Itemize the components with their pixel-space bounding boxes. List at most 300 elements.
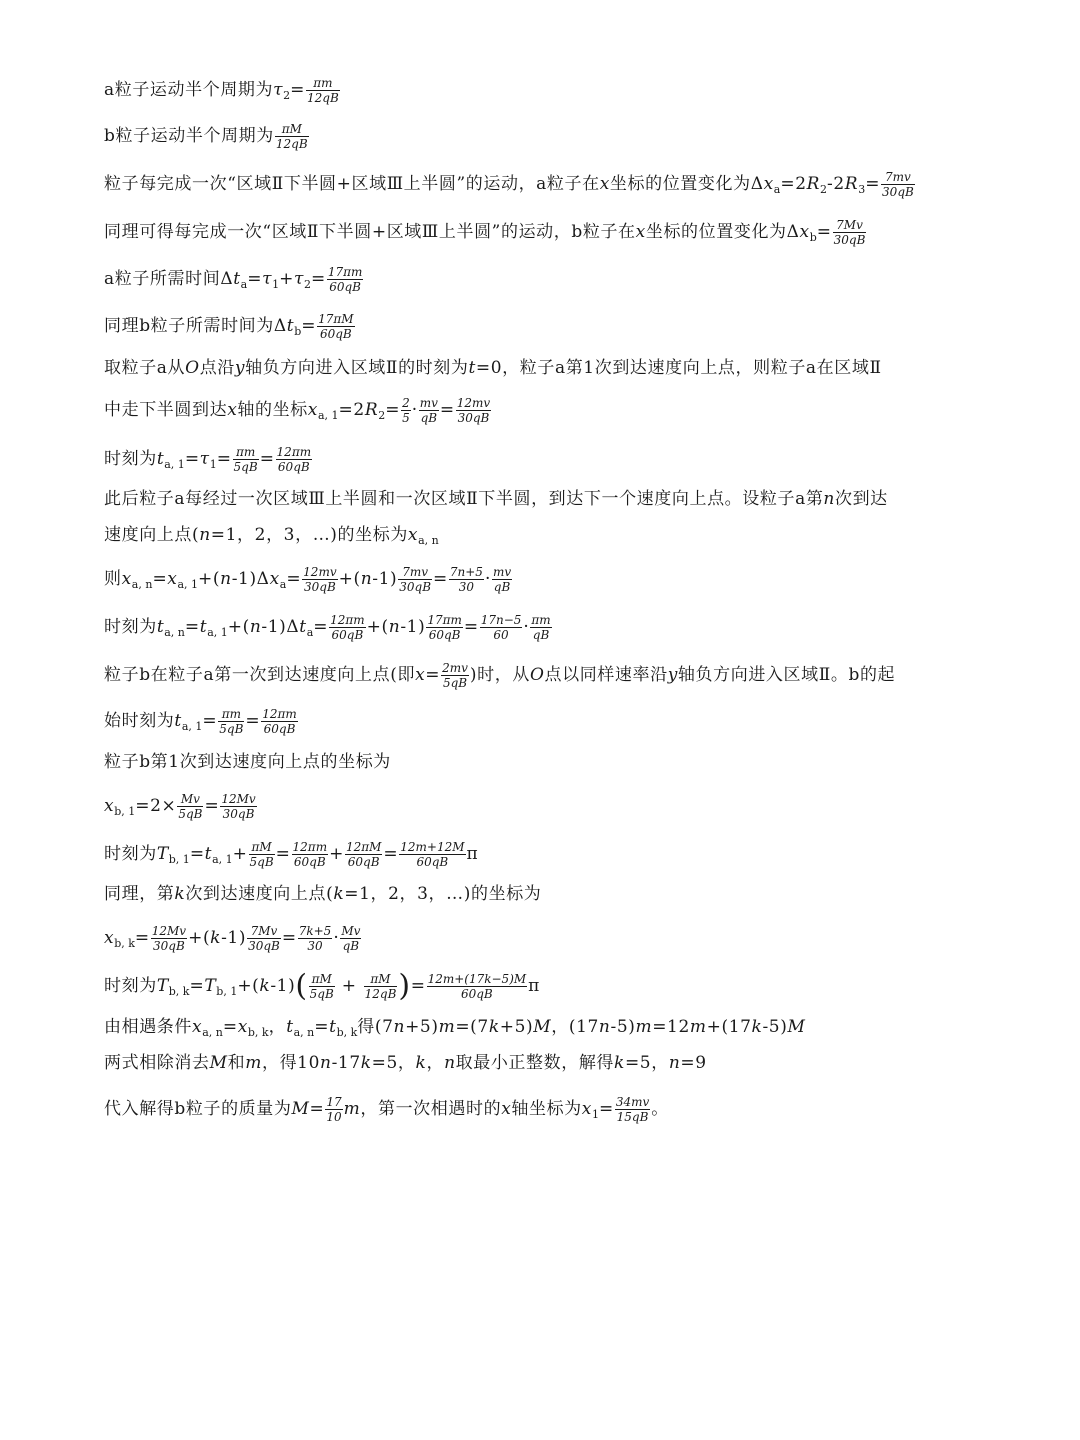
math-symbol: x [307,400,318,420]
fraction [325,1095,342,1124]
math-symbol: k [488,1017,500,1037]
math-symbol: k [751,1017,763,1037]
text-run: 时刻为 [104,449,157,469]
text-run: = [152,569,168,589]
math-symbol: t [468,358,476,378]
math-symbol: O [529,665,545,685]
math-symbol: T [156,976,169,996]
text-line [104,613,553,642]
subscript: a, 1 [317,409,339,422]
fraction-denominator: qB [530,627,551,642]
text-run: + [335,976,363,996]
text-run: =12 [652,1017,690,1037]
subscript: 1 [209,458,217,471]
fraction-numerator: 12mv [303,565,337,579]
fraction [364,972,398,1001]
text-run: = [245,711,261,731]
text-run: +5) [405,1017,439,1037]
math-symbol: x [799,222,810,242]
text-line [104,445,313,474]
text-run: π [466,844,479,864]
math-symbol: τ [293,269,304,289]
math-symbol: t [156,617,165,637]
math-symbol: M [533,1017,552,1037]
text-run: = [275,844,291,864]
fraction-numerator: 7Mv [250,924,278,938]
text-run: · [523,617,530,637]
fraction [881,170,915,199]
text-run: ， [268,1017,287,1037]
fraction [399,840,465,869]
text-line [104,924,362,953]
text-line [104,707,299,736]
math-symbol: n [249,617,262,637]
subscript: a, 1 [164,458,185,471]
subscript: b, k [247,1026,269,1039]
math-symbol: x [227,400,238,420]
subscript: a, n [164,626,185,639]
text-run: 坐标的位置变化为Δ [645,222,800,242]
fraction [449,565,484,594]
text-run: = [865,174,881,194]
fraction-numerator: 12Mv [221,792,256,806]
fraction [426,613,463,642]
text-run: 粒子每完成一次“区域Ⅱ下半圆+区域Ⅲ上半圆”的运动，a粒子在 [104,174,600,194]
fraction-numerator: 12πM [345,840,382,854]
subscript: 2 [283,89,291,102]
math-symbol: x [104,796,115,816]
subscript: a, n [293,1026,315,1039]
math-symbol: O [185,358,200,378]
subscript: a, 1 [207,626,228,639]
text-run: a粒子运动半个周期为 [104,80,274,100]
math-symbol: m [635,1017,653,1037]
fraction-numerator: 7mv [885,170,911,184]
text-run: =9 [680,1053,707,1073]
fraction [317,312,354,341]
math-symbol: t [204,844,213,864]
math-symbol: n [393,1017,406,1037]
fraction [340,924,361,953]
text-run: +( [237,976,260,996]
text-run: 粒子b第1次到达速度向上点的坐标为 [104,752,391,772]
math-symbol: y [234,358,246,378]
text-run: = [189,976,205,996]
fraction-denominator: 12qB [307,91,339,105]
text-run: · [484,569,491,589]
math-symbol: n [388,617,401,637]
math-symbol: y [667,665,678,685]
subscript: a, n [202,1026,223,1039]
fraction-numerator: 17πM [318,312,354,326]
text-run: =0，粒子a第1次到达速度向上点，则粒子a在区域Ⅱ [475,358,882,378]
fraction-denominator: 60qB [345,854,382,869]
fraction-numerator: Mv [341,924,361,938]
text-run: +( [188,928,211,948]
text-run: -1)Δ [231,569,270,589]
solution-document [104,0,984,1440]
text-run: 和 [227,1053,246,1073]
subscript: b, k [114,937,135,950]
text-run: = [425,665,441,685]
text-run: 取粒子a从 [104,358,186,378]
large-parenthesis: ) [398,968,411,1004]
fraction-denominator: qB [493,580,511,594]
math-symbol: n [823,489,835,509]
fraction [261,707,298,736]
text-line [104,792,258,821]
math-symbol: x [599,174,610,194]
text-run: +( [366,617,389,637]
math-symbol: m [343,1099,361,1119]
text-run: a粒子所需时间Δ [104,269,234,289]
subscript: a, 1 [181,720,203,733]
fraction-denominator: 60qB [327,279,364,294]
fraction-numerator: Mv [180,792,200,806]
math-symbol: t [174,711,182,731]
text-line [104,840,478,869]
fraction-numerator: 2 [402,396,410,410]
math-symbol: n [360,569,373,589]
text-line [104,883,541,905]
fraction-denominator: 30 [449,579,484,594]
math-symbol: x [269,569,280,589]
text-run: =2 [338,400,365,420]
fraction-numerator: 7mv [402,565,429,579]
math-symbol: x [167,569,178,589]
text-run: 点以同样速率沿 [544,665,668,685]
text-run: = [204,796,220,816]
text-line [104,396,492,425]
math-symbol: x [501,1099,512,1119]
fraction-denominator: 60qB [276,459,313,474]
fraction-denominator: 30qB [151,938,187,953]
fraction-denominator: 30qB [248,939,280,953]
math-symbol: x [407,525,419,545]
math-symbol: M [209,1053,228,1073]
math-symbol: n [598,1017,611,1037]
text-run: = [286,569,302,589]
math-symbol: x [415,665,426,685]
math-symbol: n [320,1053,332,1073]
text-run: = [247,269,263,289]
text-run: =1，2，3，…)的坐标为 [344,884,542,904]
text-run: = [816,222,832,242]
fraction-numerator: mv [492,565,512,579]
subscript: b, 1 [114,805,136,818]
math-symbol: x [763,174,774,194]
subscript: 1 [272,278,280,291]
text-run: +5) [499,1017,534,1037]
subscript: b, 1 [168,853,190,866]
fraction-numerator: 12πm [330,613,365,627]
subscript: a [279,578,287,591]
text-run: + [329,844,344,864]
text-run: = [222,1017,238,1037]
subscript: b, 1 [216,985,238,998]
fraction-numerator: πm [221,707,241,721]
math-symbol: x [237,1017,248,1037]
text-run: = [433,569,448,589]
fraction-numerator: πM [251,840,272,854]
text-run: 轴坐标为 [511,1099,582,1119]
math-symbol: τ [199,449,210,469]
fraction [309,972,335,1001]
text-line [104,488,888,510]
text-line [104,1052,707,1074]
text-run: 轴负方向进入区域Ⅱ的时刻为 [245,358,469,378]
fraction [427,972,528,1001]
fraction-denominator: 12qB [364,987,397,1001]
text-run: 两式相除消去 [104,1053,210,1073]
large-parenthesis: ( [295,968,308,1004]
subscript: a [240,278,248,291]
text-run: -1) [270,976,296,996]
math-symbol: n [199,525,211,545]
text-run: -1) [400,617,426,637]
fraction-denominator: 30qB [882,185,914,199]
fraction-denominator: 30qB [833,233,866,247]
fraction-numerator: 12mv [456,396,491,410]
text-line [104,265,364,294]
text-run: 次到达速度向上点( [185,884,334,904]
fraction-numerator: πm [235,445,256,459]
text-run: · [411,400,418,420]
text-run: = [184,617,200,637]
text-run: 速度向上点( [104,525,200,545]
text-run: 同理可得每完成一次“区域Ⅱ下半圆+区域Ⅲ上半圆”的运动，b粒子在 [104,222,636,242]
text-run: -5) [762,1017,788,1037]
text-run: 始时刻为 [104,711,175,731]
text-run: =5， [371,1053,416,1073]
text-run: 时刻为 [104,844,157,864]
fraction [345,840,382,869]
fraction-denominator: 60qB [426,627,463,642]
text-run: = [189,844,205,864]
math-symbol: k [174,884,186,904]
math-symbol: x [635,222,646,242]
text-run: π [528,976,540,996]
text-line [104,751,391,773]
fraction [530,613,551,642]
text-run: ， [426,1053,445,1073]
subscript: 2 [378,409,386,422]
text-run: 由相遇条件 [104,1017,192,1037]
fraction-denominator: 60qB [399,854,465,869]
math-symbol: R [364,400,379,420]
text-run: 点沿 [199,358,235,378]
text-run: + [279,269,294,289]
text-run: = [383,844,399,864]
math-symbol: x [192,1017,203,1037]
fraction [492,565,512,594]
fraction [292,840,329,869]
text-run: 时刻为 [104,976,157,996]
math-symbol: k [210,928,222,948]
text-line [104,122,310,151]
math-symbol: T [156,844,169,864]
text-run: 粒子b在粒子a第一次到达速度向上点(即 [104,665,416,685]
fraction [419,396,439,425]
fraction-denominator: 60qB [317,326,354,341]
fraction-denominator: 5qB [249,855,274,869]
fraction [833,218,867,247]
text-line [104,76,341,105]
text-run: = [410,976,426,996]
math-symbol: k [415,1053,427,1073]
subscript: b, k [168,985,190,998]
fraction-numerator: 17n−5 [480,613,522,627]
text-run: )时，从 [469,665,530,685]
math-symbol: n [668,1053,681,1073]
math-symbol: R [806,174,821,194]
fraction-denominator: qB [420,411,438,425]
fraction-denominator: 30 [298,938,333,953]
fraction-numerator: 12m+(17k−5)M [427,972,527,986]
text-run: -1) [372,569,398,589]
math-symbol: m [438,1017,456,1037]
math-symbol: k [333,884,345,904]
text-line [104,968,540,1004]
fraction-denominator: 5qB [309,987,334,1001]
math-symbol: k [259,976,271,996]
fraction-denominator: 30qB [304,580,336,594]
fraction-denominator: 15qB [616,1110,649,1124]
fraction-numerator: πM [281,122,302,136]
subscript: a, n [418,534,439,547]
math-symbol: T [204,976,217,996]
fraction-denominator: qB [340,938,361,953]
text-run: -2 [827,174,845,194]
text-run: =2× [135,796,177,816]
fraction-numerator: πM [311,972,332,986]
fraction-denominator: 60qB [427,986,528,1001]
text-line [104,170,916,199]
text-run: +( [338,569,361,589]
text-run: = [463,617,479,637]
text-run: 取最小正整数，解得 [455,1053,615,1073]
fraction [401,396,411,425]
subscript: b, k [336,1026,358,1039]
fraction-denominator: 60qB [292,854,329,869]
text-line [104,357,882,379]
text-run: · [333,928,340,948]
text-run: -1) [221,928,247,948]
subscript: 1 [591,1108,599,1121]
text-run: = [314,1017,330,1037]
fraction-numerator: 34mv [615,1095,650,1109]
fraction [247,924,281,953]
text-line [104,661,895,690]
fraction [480,613,523,642]
text-run: = [216,449,232,469]
fraction-denominator: 5qB [219,722,244,736]
text-run: +(17 [706,1017,752,1037]
fraction [615,1095,650,1124]
text-run: 得(7 [357,1017,394,1037]
text-run: = [290,80,306,100]
fraction-numerator: πm [531,613,551,627]
fraction [220,792,256,821]
text-run: -17 [331,1053,361,1073]
fraction [456,396,491,425]
math-symbol: t [156,449,165,469]
text-run: 中走下半圆到达 [104,400,228,420]
fraction-numerator: 12πm [262,707,297,721]
text-run: =(7 [455,1017,489,1037]
subscript: a, 1 [212,853,233,866]
text-line [104,565,513,594]
fraction-numerator: πm [313,76,333,90]
subscript: b [294,325,302,338]
text-run: -1)Δ [261,617,300,637]
text-run: 。 [651,1099,669,1119]
math-symbol: t [233,269,241,289]
text-run: 则 [104,569,122,589]
subscript: 2 [303,278,311,291]
text-run: + [232,844,248,864]
text-run: 轴的坐标 [237,400,308,420]
fraction-denominator: 60 [480,627,523,642]
subscript: a, n [131,578,153,591]
fraction-numerator: 12Mv [151,924,187,938]
text-line [104,524,439,548]
math-symbol: k [360,1053,372,1073]
text-run: = [598,1099,614,1119]
fraction [398,565,432,594]
math-symbol: n [220,569,232,589]
fraction [441,661,469,690]
text-run: +( [198,569,221,589]
fraction-numerator: 12πm [292,840,328,854]
fraction-numerator: πM [370,972,391,986]
fraction [249,840,275,869]
subscript: a [306,626,314,639]
math-symbol: M [787,1017,806,1037]
math-symbol: t [329,1017,337,1037]
subscript: a, 1 [177,578,199,591]
fraction-denominator: 5qB [178,807,203,821]
text-line [104,1016,805,1040]
fraction [218,707,244,736]
fraction-numerator: 17 [326,1095,342,1109]
fraction-numerator: 12πm [276,445,312,459]
subscript: 2 [820,183,828,196]
fraction-numerator: 7Mv [836,218,863,232]
text-line [104,218,867,247]
text-run: 轴负方向进入区域Ⅱ。b的起 [677,665,896,685]
math-symbol: t [199,617,208,637]
text-run: =5， [624,1053,669,1073]
fraction-numerator: 12m+12M [400,840,465,854]
text-run: = [385,400,401,420]
fraction-denominator: 60qB [261,721,298,736]
fraction-numerator: 17πm [327,265,363,279]
fraction-denominator: 10 [326,1110,342,1124]
text-run: ，得10 [261,1053,321,1073]
fraction-denominator: 30qB [399,580,432,594]
math-symbol: k [614,1053,625,1073]
fraction [151,924,187,953]
text-run: =1，2，3，…)的坐标为 [210,525,408,545]
text-run: 时刻为 [104,617,157,637]
text-run: = [259,449,275,469]
fraction-numerator: 7n+5 [449,565,483,579]
fraction [233,445,259,474]
fraction-denominator: 5qB [233,460,258,474]
math-symbol: R [844,174,859,194]
fraction [306,76,340,105]
